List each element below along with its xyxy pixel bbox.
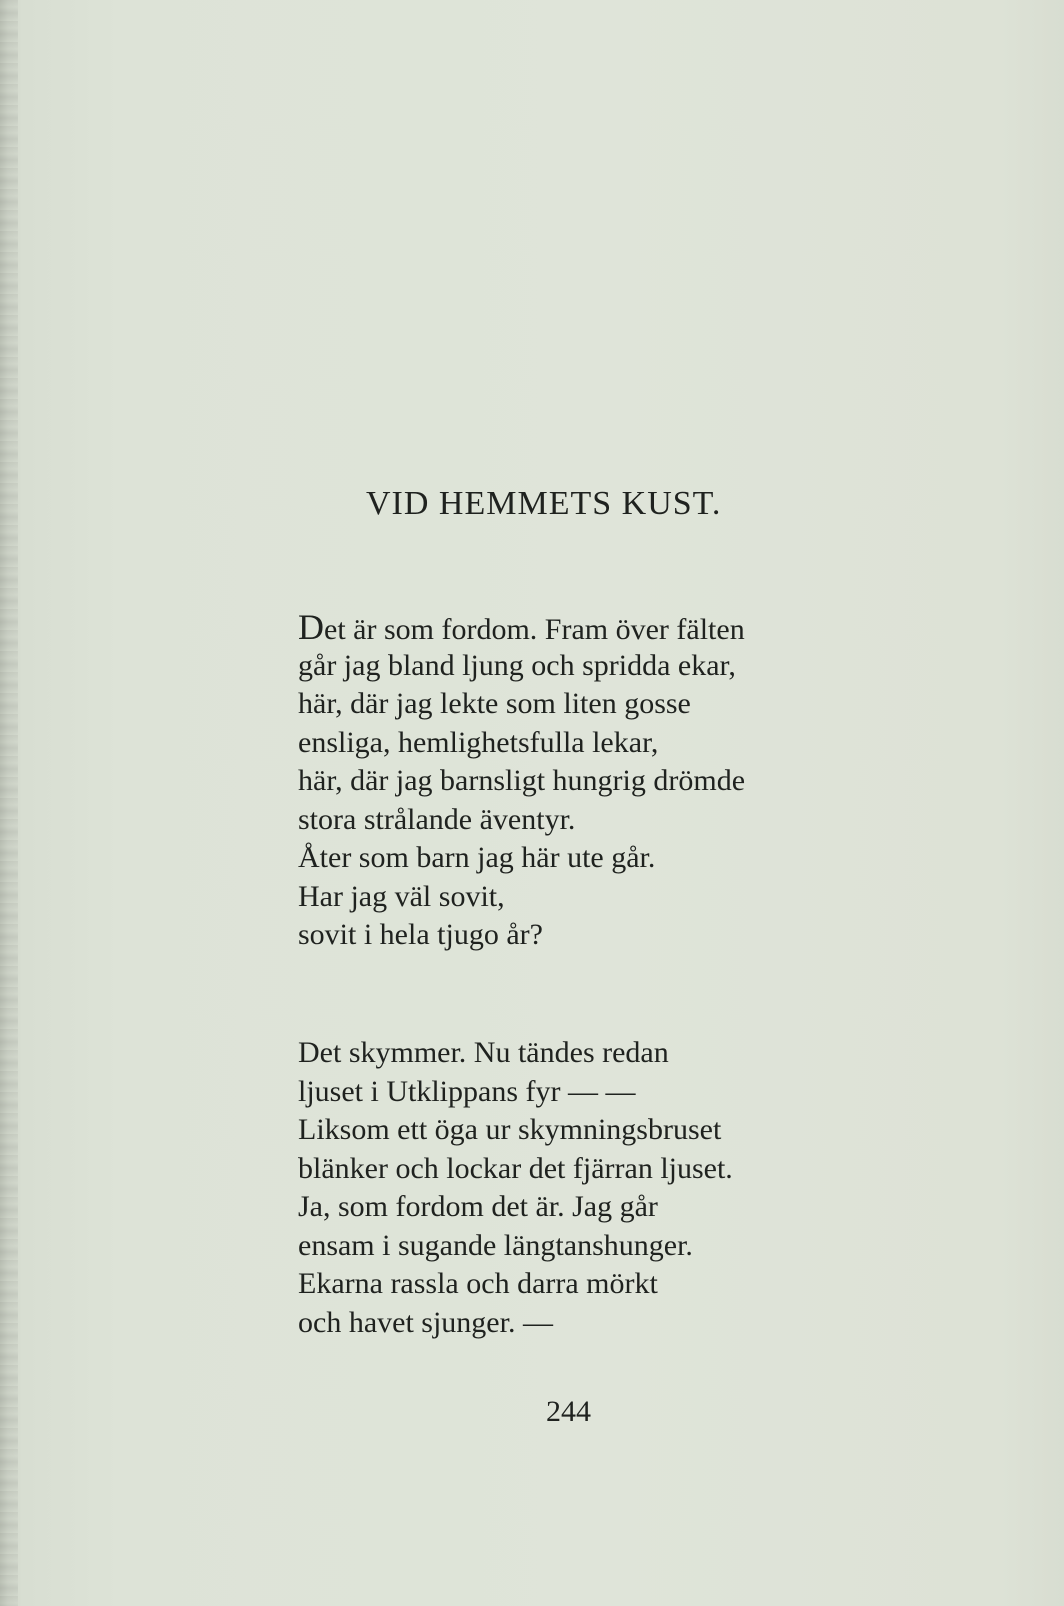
poem-line: här, där jag lekte som liten gosse <box>298 687 691 720</box>
first-line-text: et är som fordom. Fram över fälten <box>324 613 745 646</box>
poem-line: ensliga, hemlighetsfulla lekar, <box>298 725 659 759</box>
poem-line: Ekarna rassla och darra mörkt <box>298 1267 658 1300</box>
stanza-1 <box>298 608 745 955</box>
poem-line: ensam i sugande längtanshunger. <box>298 1228 693 1262</box>
poem-line: blänker och lockar det fjärran ljuset. <box>298 1151 733 1185</box>
poem-title: VID HEMMETS KUST. <box>366 485 722 522</box>
poem-line: Ja, som fordom det är. Jag går <box>298 1190 658 1223</box>
poem-line <box>298 608 745 647</box>
poem-line: Åter som barn jag här ute går. <box>298 841 656 874</box>
poem-line: Har jag väl sovit, <box>298 879 505 913</box>
poem-line: går jag bland ljung och spridda ekar, <box>298 648 736 682</box>
poem-line: och havet sjunger. — <box>298 1305 553 1339</box>
poem-line: Det skymmer. Nu tändes redan <box>298 1036 669 1069</box>
poem-line: sovit i hela tjugo år? <box>298 918 543 951</box>
stanza-2 <box>298 1034 733 1342</box>
page-number: 244 <box>546 1395 591 1428</box>
poem-line: ljuset i Utklippans fyr — — <box>298 1074 636 1108</box>
poem-line: Liksom ett öga ur skymningsbruset <box>298 1113 722 1146</box>
poem-line: stora strålande äventyr. <box>298 802 576 836</box>
drop-cap: D <box>298 607 324 647</box>
book-spine-edge <box>0 0 18 1606</box>
poem-line: här, där jag barnsligt hungrig drömde <box>298 764 746 797</box>
